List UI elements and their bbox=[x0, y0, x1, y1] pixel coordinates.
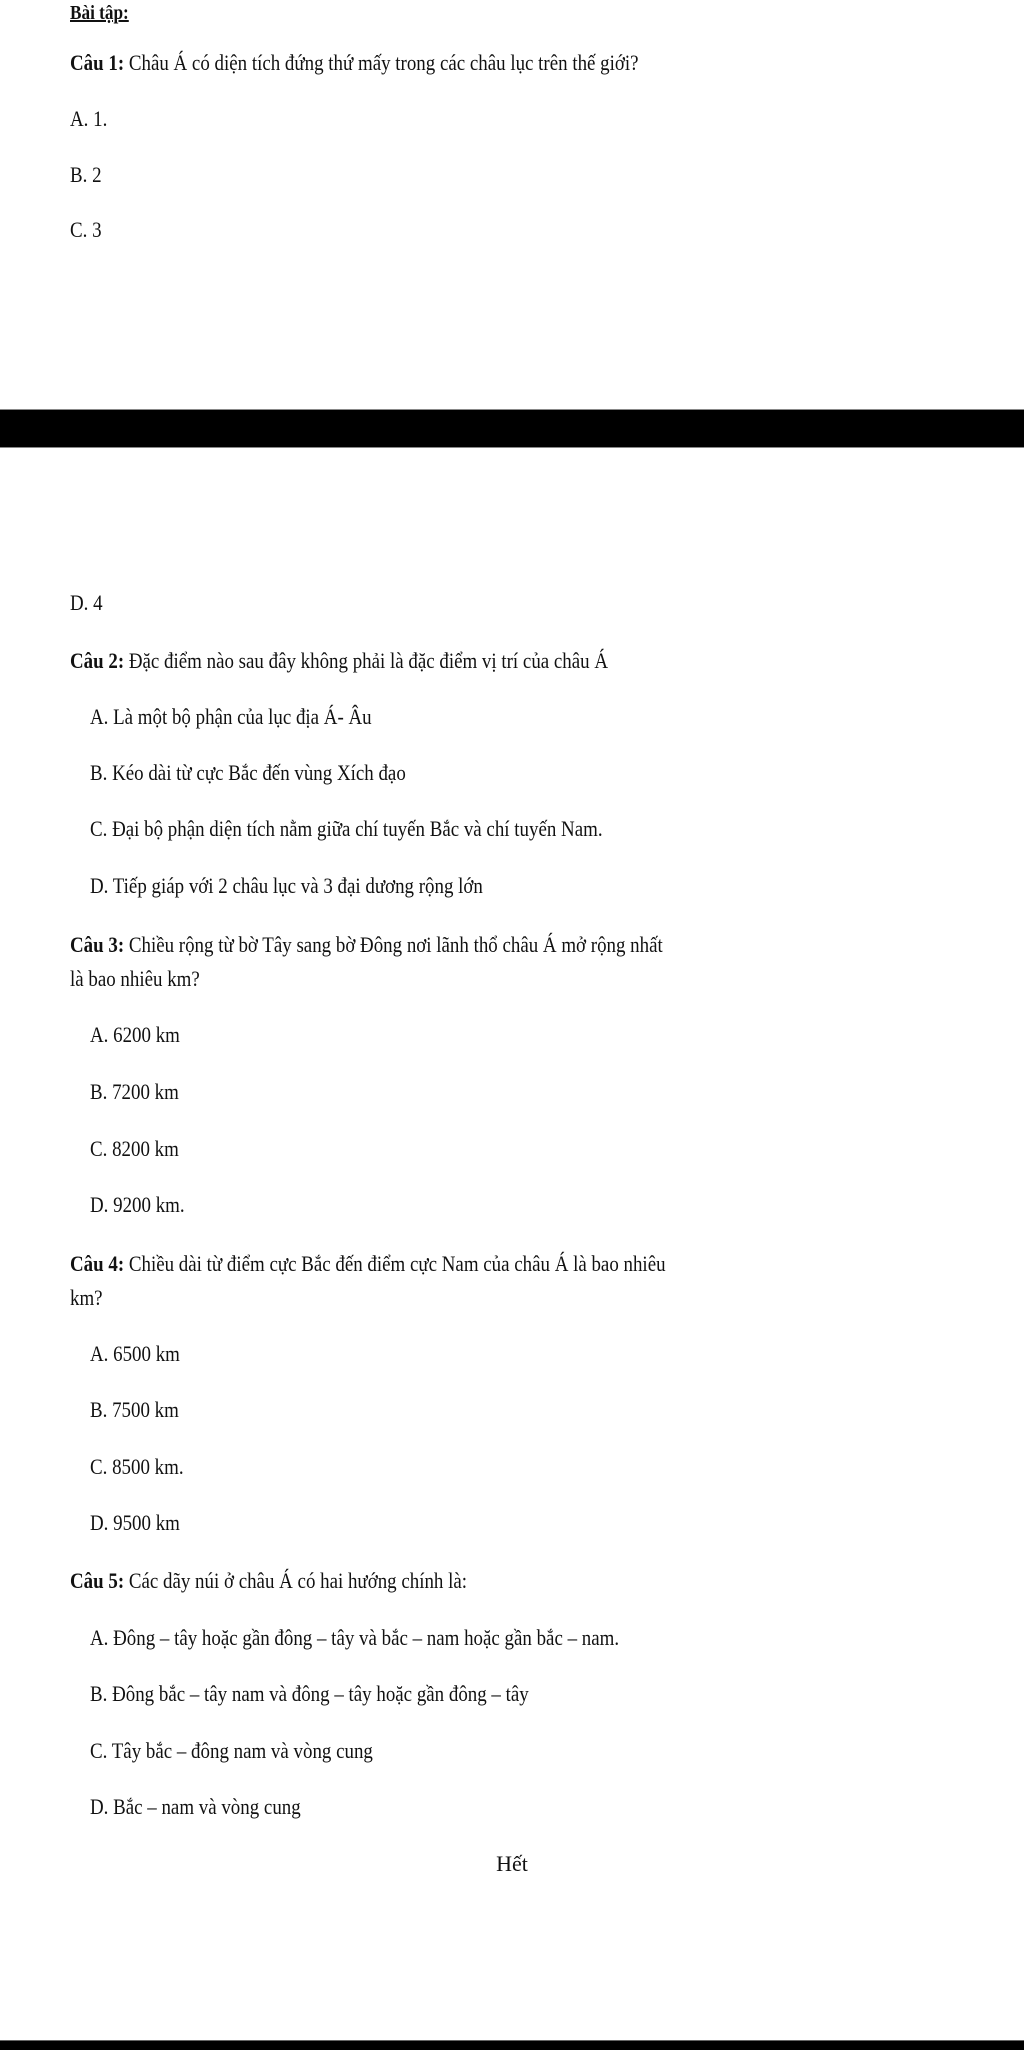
option-2b: B. Kéo dài từ cực Bắc đến vùng Xích đạo bbox=[90, 760, 406, 785]
end-marker: Hết bbox=[496, 1851, 528, 1876]
option-5a: A. Đông – tây hoặc gần đông – tây và bắc – nam hoặc gần bắc – nam. bbox=[90, 1625, 620, 1650]
option-1a: A. 1. bbox=[70, 106, 108, 131]
option-1c: C. 3 bbox=[70, 217, 102, 242]
option-5b: B. Đông bắc – tây nam và đông – tây hoặc gần đông – tây bbox=[90, 1681, 529, 1706]
question-1 bbox=[70, 50, 639, 76]
option-2d: D. Tiếp giáp với 2 châu lục và 3 đại dương rộng lớn bbox=[90, 873, 483, 898]
question-2 bbox=[70, 648, 608, 674]
exercise-heading: Bài tập: bbox=[70, 2, 129, 24]
option-3a: A. 6200 km bbox=[90, 1022, 180, 1047]
question-text: Các dãy núi ở châu Á có hai hướng chính là: bbox=[128, 1568, 468, 1593]
option-3d: D. 9200 km. bbox=[90, 1192, 185, 1217]
question-label: Câu 1: bbox=[70, 50, 125, 75]
question-text: Chiều dài từ điểm cực Bắc đến điểm cực Nam của châu Á là bao nhiêu bbox=[128, 1251, 666, 1276]
question-5 bbox=[70, 1568, 467, 1594]
question-label: Câu 4: bbox=[70, 1251, 125, 1276]
question-text: Châu Á có diện tích đứng thứ mấy trong các châu lục trên thế giới? bbox=[128, 50, 639, 75]
black-band-divider bbox=[0, 409, 1024, 448]
option-1d: D. 4 bbox=[70, 590, 103, 615]
question-label: Câu 5: bbox=[70, 1568, 125, 1593]
option-1b: B. 2 bbox=[70, 162, 102, 187]
option-2a: A. Là một bộ phận của lục địa Á- Âu bbox=[90, 704, 372, 729]
question-3 bbox=[70, 932, 663, 958]
question-4 bbox=[70, 1251, 666, 1277]
question-4-continued: km? bbox=[70, 1285, 103, 1310]
question-label: Câu 2: bbox=[70, 648, 125, 673]
option-2c: C. Đại bộ phận diện tích nằm giữa chí tuyến Bắc và chí tuyến Nam. bbox=[90, 816, 603, 841]
option-4b: B. 7500 km bbox=[90, 1397, 179, 1422]
question-3-continued: là bao nhiêu km? bbox=[70, 966, 200, 991]
question-label: Câu 3: bbox=[70, 932, 125, 957]
option-4a: A. 6500 km bbox=[90, 1341, 180, 1366]
question-text: Chiều rộng từ bờ Tây sang bờ Đông nơi lãnh thổ châu Á mở rộng nhất bbox=[128, 932, 663, 957]
option-5d: D. Bắc – nam và vòng cung bbox=[90, 1794, 301, 1819]
option-3b: B. 7200 km bbox=[90, 1079, 179, 1104]
option-5c: C. Tây bắc – đông nam và vòng cung bbox=[90, 1738, 373, 1763]
option-3c: C. 8200 km bbox=[90, 1136, 179, 1161]
option-4c: C. 8500 km. bbox=[90, 1454, 184, 1479]
option-4d: D. 9500 km bbox=[90, 1510, 180, 1535]
question-text: Đặc điểm nào sau đây không phải là đặc điểm vị trí của châu Á bbox=[128, 648, 609, 673]
